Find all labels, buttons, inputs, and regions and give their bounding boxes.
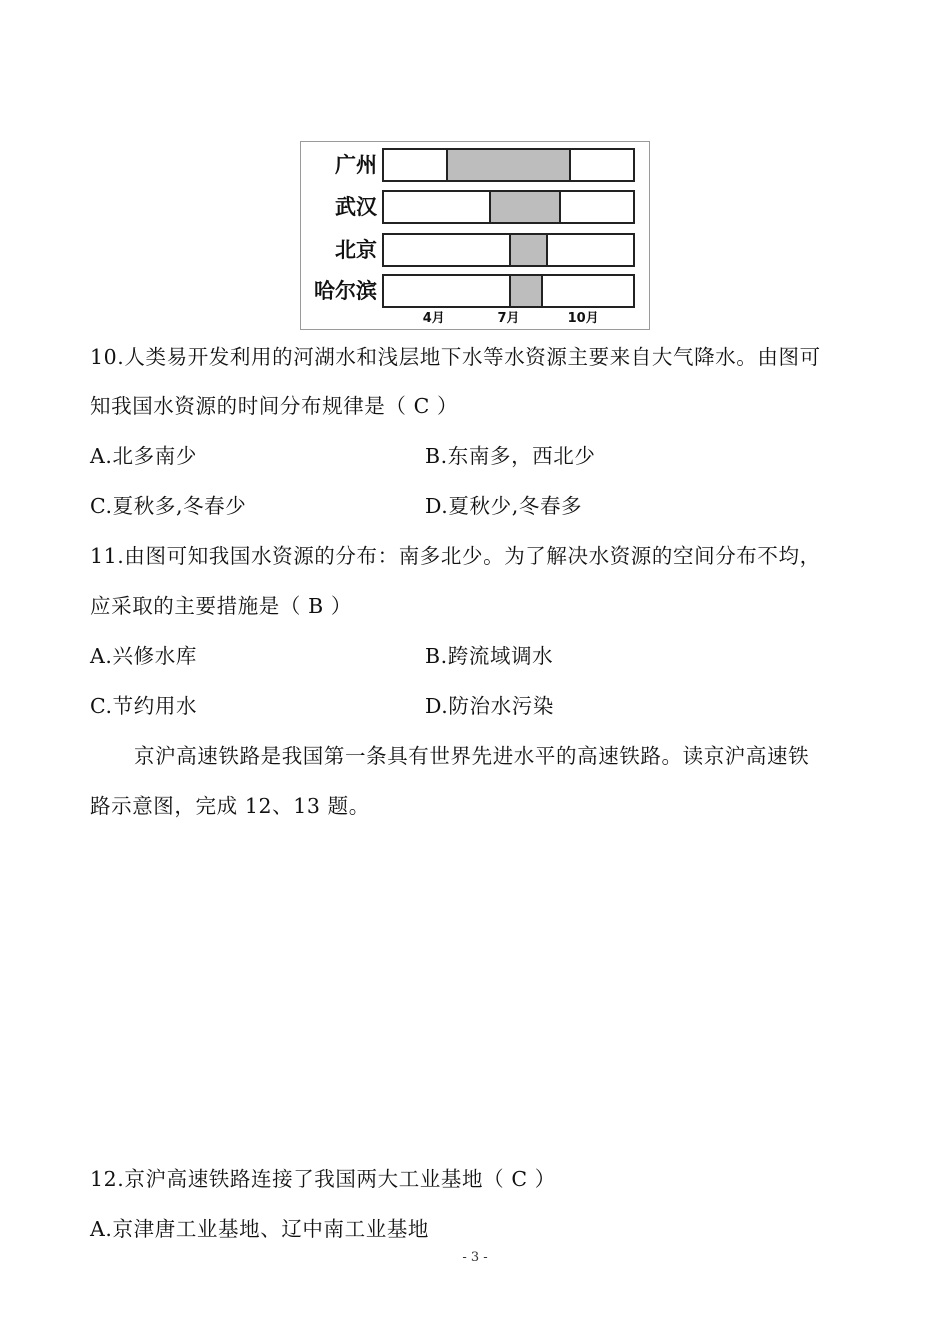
q12-stem: 12.京沪高速铁路连接了我国两大工业基地（ C ） <box>90 1167 556 1191</box>
q12-option-a: A.京津唐工业基地、辽中南工业基地 <box>90 1217 430 1241</box>
q11-stem-line2: 应采取的主要措施是（ B ） <box>90 594 352 618</box>
rainy-season-bar <box>489 192 561 222</box>
q10-option-b: B.东南多，西北少 <box>425 444 596 468</box>
bar-track <box>382 148 635 182</box>
bar-track <box>382 190 635 224</box>
month-tick-label: 7月 <box>497 311 520 326</box>
q10-stem-line2: 知我国水资源的时间分布规律是（ C ） <box>90 394 459 418</box>
city-label: 武汉 <box>335 195 377 219</box>
q10-option-c: C.夏秋多,冬春少 <box>90 494 247 518</box>
rainy-season-chart <box>300 141 650 330</box>
city-label: 广州 <box>335 153 377 177</box>
q10-option-a: A.北多南少 <box>90 444 197 468</box>
q11-option-b: B.跨流域调水 <box>425 644 554 668</box>
rainy-season-bar <box>509 235 549 265</box>
q10-option-d: D.夏秋少,冬春多 <box>425 494 583 518</box>
city-label: 哈尔滨 <box>314 279 377 303</box>
q11-option-c: C.节约用水 <box>90 694 198 718</box>
q11-option-a: A.兴修水库 <box>90 644 197 668</box>
rainy-season-bar <box>509 276 544 306</box>
page-number: - 3 - <box>462 1250 488 1265</box>
q11-option-d: D.防治水污染 <box>425 694 554 718</box>
bar-track <box>382 274 635 308</box>
city-label: 北京 <box>335 238 377 262</box>
month-tick-label: 10月 <box>567 311 599 326</box>
bar-track <box>382 233 635 267</box>
q11-stem-line1: 11.由图可知我国水资源的分布：南多北少。为了解决水资源的空间分布不均， <box>90 544 821 568</box>
month-tick-label: 4月 <box>422 311 445 326</box>
intro-line2: 路示意图，完成 12、13 题。 <box>90 794 370 818</box>
q10-stem-line1: 10.人类易开发利用的河湖水和浅层地下水等水资源主要来自大气降水。由图可 <box>90 345 821 369</box>
rainy-season-bar <box>446 150 571 180</box>
intro-line1: 京沪高速铁路是我国第一条具有世界先进水平的高速铁路。读京沪高速铁 <box>134 744 810 768</box>
